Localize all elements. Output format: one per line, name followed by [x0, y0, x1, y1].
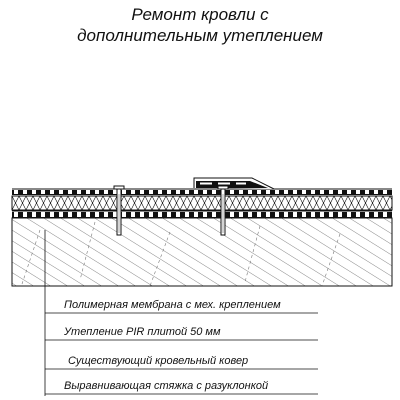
- screed-layer: [12, 218, 392, 286]
- membrane-overlap: [194, 178, 274, 189]
- label-existing-roof: Существующий кровельный ковер: [68, 355, 249, 367]
- title-line-1: Ремонт кровли с: [131, 5, 269, 24]
- label-membrane: Полимерная мембрана с мех. креплением: [64, 299, 281, 311]
- membrane-layer: [12, 178, 392, 195]
- label-screed: Выравнивающая стяжка с разуклонкой: [64, 380, 269, 392]
- insulation-layer: [12, 196, 397, 210]
- existing-roof-layer: [12, 211, 392, 218]
- label-insulation: Утепление PIR плитой 50 мм: [64, 326, 221, 338]
- title-line-2: дополнительным утеплением: [77, 26, 323, 45]
